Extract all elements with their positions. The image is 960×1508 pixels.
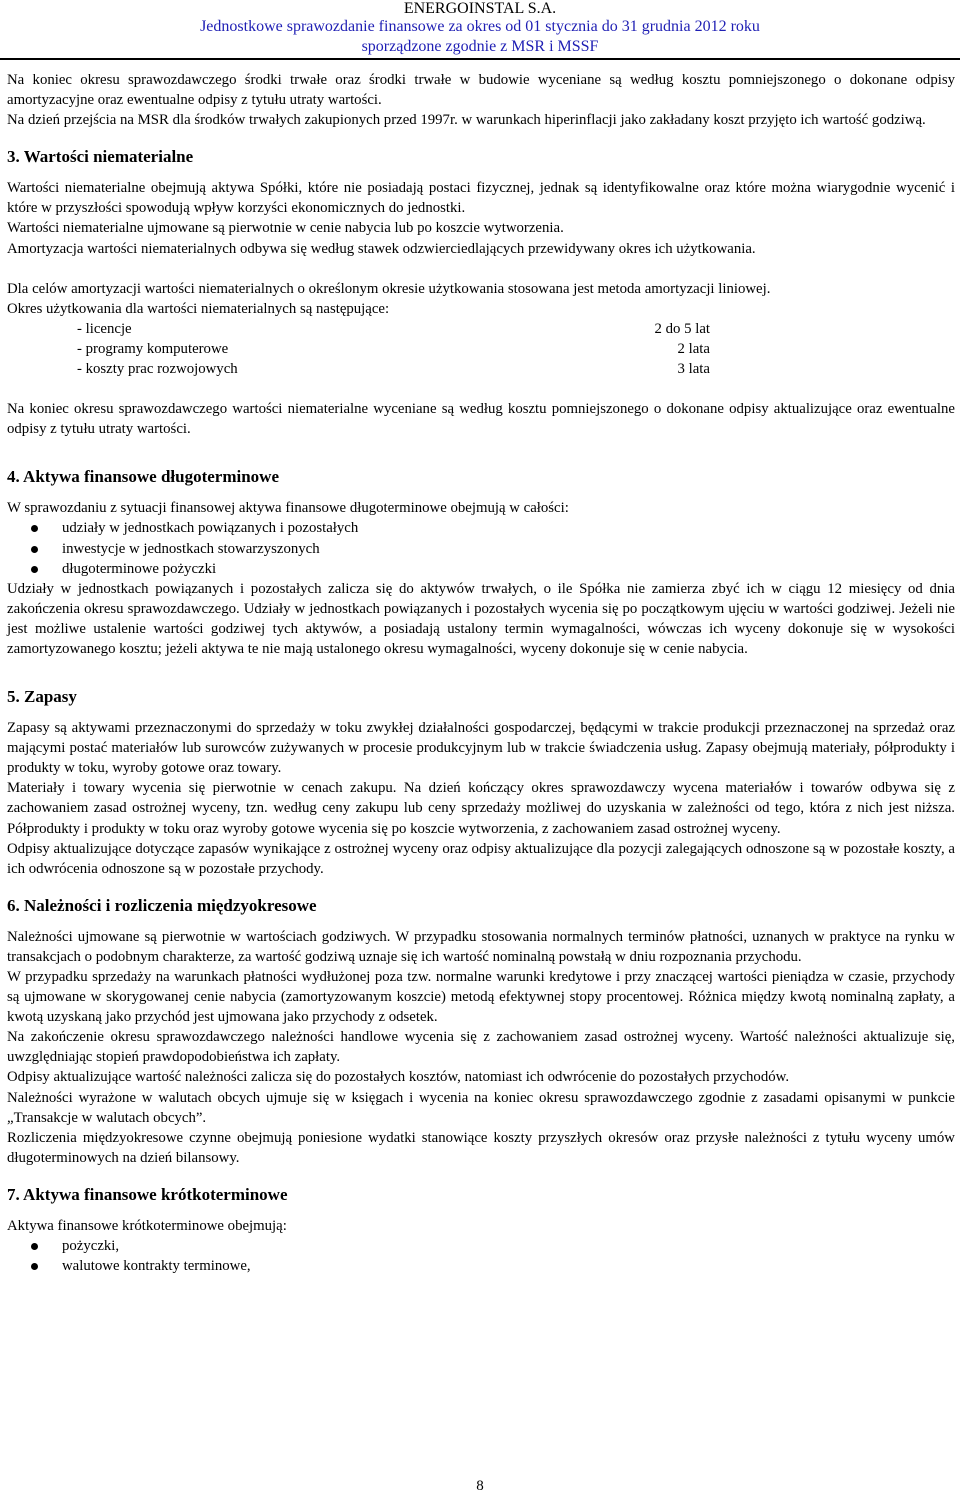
s5-paragraph-3: Odpisy aktualizujące dotyczące zapasów wynikające z ostrożnej wyceny oraz odpisy aktualizujące dla pozycji zalegających odnoszone są w pozostałe koszty, a ich odwrócenia odnoszone są w pozostałe przychody.: [7, 840, 955, 877]
s3-paragraph-1: Wartości niematerialne obejmują aktywa Spółki, które nie posiadają postaci fizycznej, jednak są identyfikowalne oraz które można wiarygodnie wycenić i które w przyszłości spowodują wpływ korzyści ekonomicznych do jednostki.: [7, 180, 955, 217]
s7-bullet-list: [7, 1236, 955, 1276]
section-4-title: 4. Aktywa finansowe długoterminowe: [7, 467, 280, 487]
s7-paragraph-1: Aktywa finansowe krótkoterminowe obejmują:: [7, 1217, 287, 1234]
s5-paragraph-2: Materiały i towary wycenia się pierwotnie w cenach zakupu. Na dzień kończący okres sprawozdawczy wycena materiałów i towarów odbywa się z zachowaniem zasad ostrożnej wyceny, tzn. według ceny zakupu lub ceny sprzedaży możliwej do uzyskania w zależności od tego, która z nich jest niższa. Półprodukty i produkty w toku oraz wyroby gotowe wycenia się po koszcie wytworzenia, z zachowaniem zasad ostrożnej wyceny.: [7, 780, 955, 837]
s3-paragraph-6: Na koniec okresu sprawozdawczego wartości niematerialne wyceniane są według kosztu pomniejszonego o dokonane odpisy aktualizujące oraz ewentualne odpisy z tytułu utraty wartości.: [7, 401, 955, 438]
document-body: [7, 70, 955, 1276]
s4-paragraph-1: W sprawozdaniu z sytuacji finansowej aktywa finansowe długoterminowe obejmują w całości:: [7, 500, 569, 517]
s3-paragraph-5: Okres użytkowania dla wartości niematerialnych są następujące:: [7, 300, 390, 317]
table-period: 3 lata: [677, 361, 710, 378]
s3-paragraph-2: Wartości niematerialne ujmowane są pierwotnie w cenie nabycia lub po koszcie wytworzenia.: [7, 220, 564, 237]
intro-paragraph-2: Na dzień przejścia na MSR dla środków trwałych zakupionych przed 1997r. w warunkach hiperinflacji jako zakładany koszt przyjęto ich wartość godziwą.: [7, 112, 926, 129]
table-period: 2 do 5 lat: [654, 320, 710, 337]
list-item: udziały w jednostkach powiązanych i pozostałych: [7, 518, 955, 538]
report-standard: sporządzone zgodnie z MSR i MSSF: [361, 38, 599, 55]
section-3-title: 3. Wartości niematerialne: [7, 147, 194, 167]
table-row: [77, 319, 955, 339]
report-title: Jednostkowe sprawozdanie finansowe za okres od 01 stycznia do 31 grudnia 2012 roku: [200, 18, 760, 35]
table-row: [77, 339, 955, 359]
s3-paragraph-3: Amortyzacja wartości niematerialnych odbywa się według stawek odzwierciedlających przewidywany okres ich użytkowania.: [7, 240, 756, 257]
list-item: inwestycje w jednostkach stowarzyszonych: [7, 539, 955, 559]
page-header: [0, 0, 960, 57]
company-name: ENERGOINSTAL S.A.: [403, 0, 557, 17]
table-item: - programy komputerowe: [77, 340, 229, 357]
list-item: pożyczki,: [7, 1236, 955, 1256]
s6-paragraph-4: Odpisy aktualizujące wartość należności zalicza się do pozostałych kosztów, natomiast ich odwrócenie do pozostałych przychodów.: [7, 1069, 790, 1086]
s6-paragraph-2: W przypadku sprzedaży na warunkach płatności wydłużonej poza tzw. normalne warunki kredytowe i przy znaczącej wartości pieniądza w czasie, przychody są ujmowane w skorygowanej cenie nabycia (zamortyzowanym koszcie) metodą efektywnej stopy procentowej. Różnica między kwotą nominalną zapłaty, a kwotą uzyskaną jako przychód jest ujmowana jako przychody z odsetek.: [7, 969, 955, 1026]
section-7-title: 7. Aktywa finansowe krótkoterminowe: [7, 1184, 288, 1204]
table-item: - licencje: [77, 320, 132, 337]
header-divider: [0, 58, 960, 60]
list-item: walutowe kontrakty terminowe,: [7, 1256, 955, 1276]
s4-bullet-list: [7, 518, 955, 578]
s6-paragraph-1: Należności ujmowane są pierwotnie w wartościach godziwych. W przypadku stosowania normalnych terminów płatności, uznanych w praktyce na rynku w transakcjach o podobnym charakterze, za wartość godziwą uznaje się ich wartość nominalną powstałą w dniu rozpoznania przychodu.: [7, 928, 955, 965]
list-item: długoterminowe pożyczki: [7, 559, 955, 579]
page-number: 8: [476, 1478, 484, 1494]
section-6-title: 6. Należności i rozliczenia międzyokresowe: [7, 895, 317, 915]
table-period: 2 lata: [677, 340, 710, 357]
amortization-table: [77, 319, 955, 379]
s6-paragraph-6: Rozliczenia międzyokresowe czynne obejmują poniesione wydatki stanowiące koszty przyszłych okresów oraz przysłe należności z tytułu wyceny umów długoterminowych na dzień bilansowy.: [7, 1129, 955, 1166]
intro-paragraph-1: Na koniec okresu sprawozdawczego środki trwałe oraz środki trwałe w budowie wyceniane są według kosztu pomniejszonego o dokonane odpisy amortyzacyjne oraz ewentualne odpisy z tytułu utraty wartości.: [7, 72, 955, 109]
s3-paragraph-4: Dla celów amortyzacji wartości niematerialnych o określonym okresie użytkowania stosowana jest metoda amortyzacji liniowej.: [7, 280, 771, 297]
s6-paragraph-5: Należności wyrażone w walutach obcych ujmuje się w księgach i wycenia na koniec okresu sprawozdawczego zgodnie z zasadami opisanymi w punkcie „Transakcje w walutach obcych”.: [7, 1089, 955, 1126]
s6-paragraph-3: Na zakończenie okresu sprawozdawczego należności handlowe wycenia się z zachowaniem zasad ostrożnej wyceny. Wartość należności aktualizuje się, uwzględniając stopień prawdopodobieństwa ich zapłaty.: [7, 1029, 955, 1066]
s5-paragraph-1: Zapasy są aktywami przeznaczonymi do sprzedaży w toku zwykłej działalności gospodarczej, będącymi w trakcie produkcji przeznaczonej na sprzedaż oraz mającymi postać materiałów lub surowców zużywanych w procesie produkcyjnym lub w trakcie świadczenia usług. Zapasy obejmują materiały, półprodukty i produkty w toku, wyroby gotowe oraz towary.: [7, 720, 955, 777]
s4-paragraph-2: Udziały w jednostkach powiązanych i pozostałych zalicza się do aktywów trwałych, o ile Spółka nie zamierza zbyć ich w ciągu 12 miesięcy od dnia zakończenia okresu sprawozdawczego. Udziały w jednostkach powiązanych i pozostałych wycenia się po początkowym ujęciu w wartości godziwej. Jeżeli nie jest możliwe ustalenie wartości godziwej tych aktywów, a posiadają ustalony termin wymagalności, wówczas ich wyceny dokonuje się w wysokości zamortyzowanego kosztu; jeżeli aktywa te nie mają ustalonego okresu wymagalności, wyceny dokonuje się w cenie nabycia.: [7, 580, 955, 657]
table-row: [77, 359, 955, 379]
section-5-title: 5. Zapasy: [7, 687, 77, 707]
table-item: - koszty prac rozwojowych: [77, 361, 238, 378]
